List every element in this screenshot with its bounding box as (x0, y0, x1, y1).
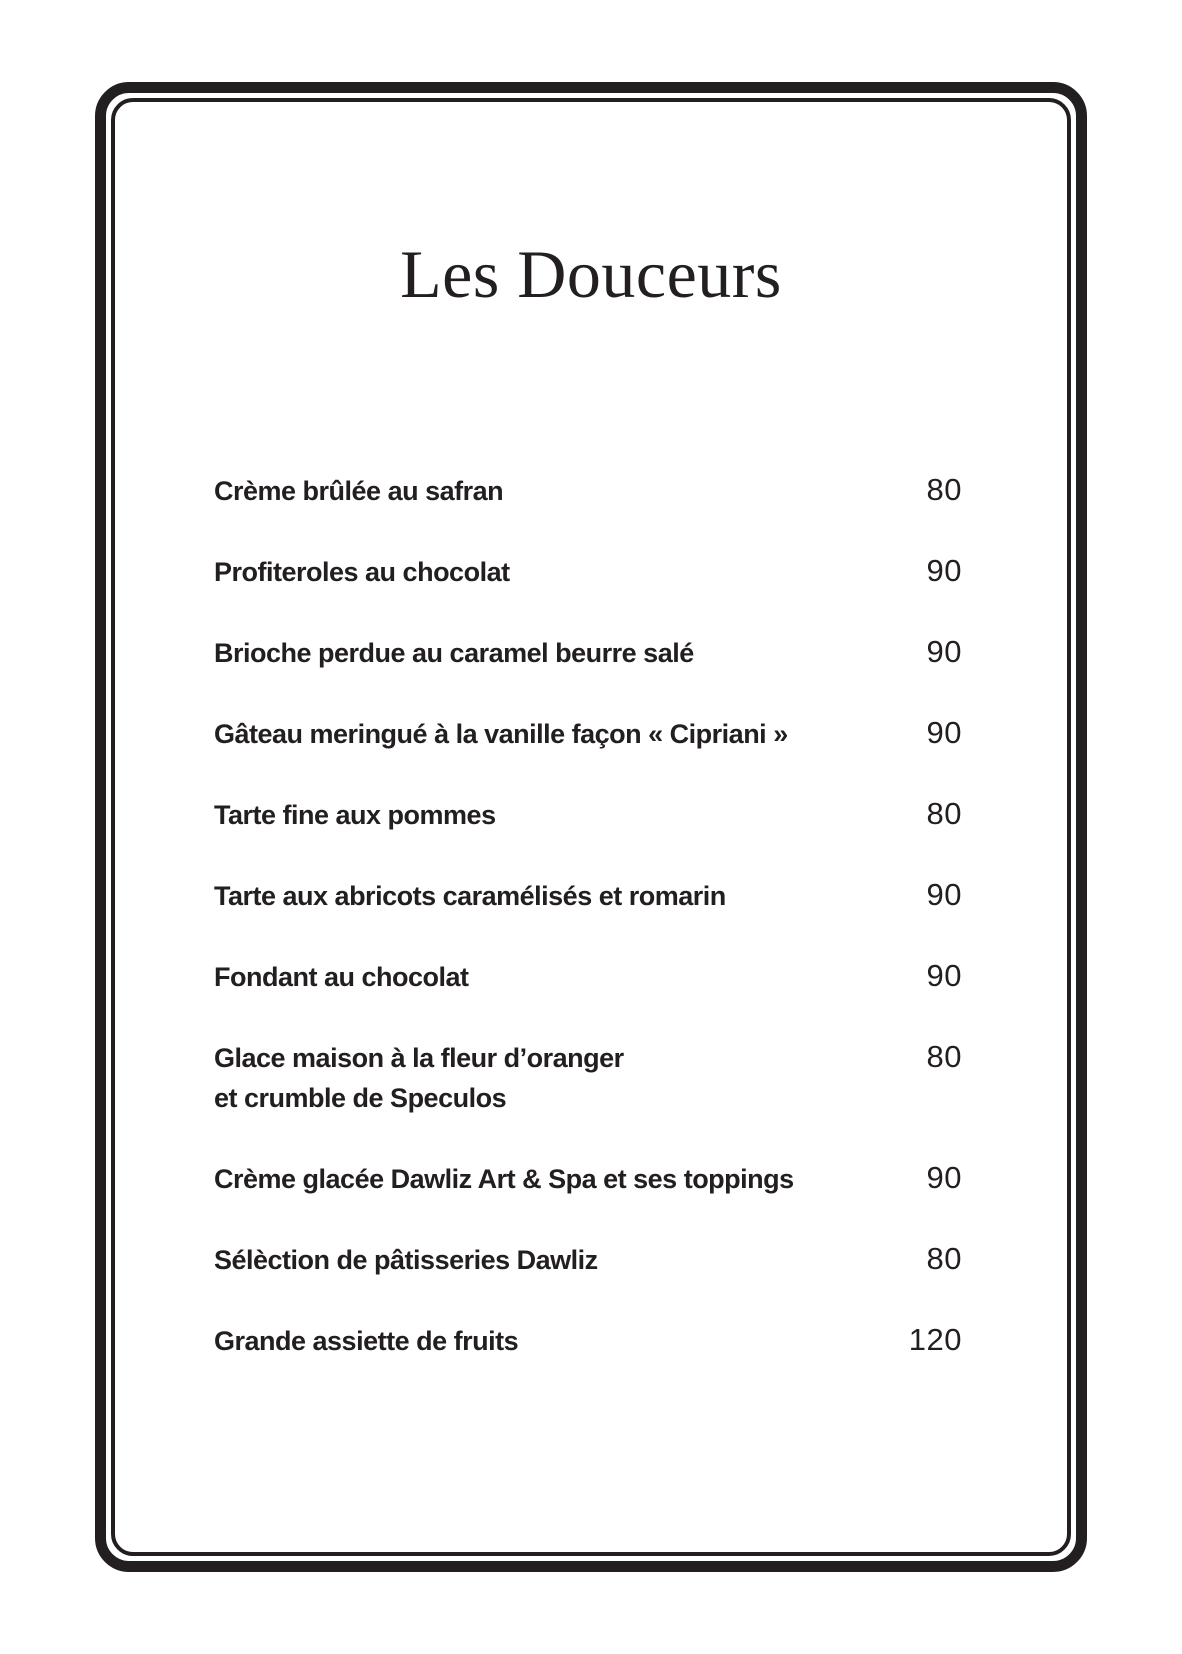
menu-item-name-line2: et crumble de Speculos (214, 1083, 507, 1113)
menu-item-row (214, 1039, 962, 1113)
menu-item-row (214, 1241, 962, 1276)
menu-item-price: 90 (926, 958, 962, 993)
menu-item-name: Sélèction de pâtisseries Dawliz (214, 1245, 598, 1275)
menu-item-name: Brioche perdue au caramel beurre salé (214, 638, 694, 668)
menu-item-name: Grande assiette de fruits (214, 1326, 519, 1356)
menu-item-price: 90 (926, 715, 962, 750)
menu-item-row (214, 472, 962, 507)
menu-item-name: Profiteroles au chocolat (214, 557, 510, 587)
menu-item-row (214, 634, 962, 669)
menu-item-row (214, 877, 962, 912)
menu-item-price: 80 (926, 1241, 962, 1276)
menu-item-name-line1: Glace maison à la fleur d’oranger (214, 1043, 624, 1073)
menu-item-price: 90 (926, 1160, 962, 1195)
menu-item-name: Fondant au chocolat (214, 962, 469, 992)
menu-item-name (214, 1043, 624, 1113)
menu-item-name: Tarte aux abricots caramélisés et romarin (214, 881, 726, 911)
menu-title: Les Douceurs (400, 236, 782, 312)
menu-item-row (214, 1322, 962, 1357)
menu-item-price: 80 (926, 472, 962, 507)
menu-item-price: 90 (926, 877, 962, 912)
menu-item-row (214, 553, 962, 588)
menu-item-price: 90 (926, 553, 962, 588)
menu-item-price: 120 (908, 1322, 962, 1357)
menu-item-name: Crème brûlée au safran (214, 476, 504, 506)
menu-item-row (214, 796, 962, 831)
menu-item-row (214, 958, 962, 993)
menu-item-row (214, 1160, 962, 1195)
menu-item-row (214, 715, 962, 750)
menu-item-price: 80 (926, 1039, 962, 1074)
menu-item-price: 80 (926, 796, 962, 831)
menu-item-name: Tarte fine aux pommes (214, 800, 496, 830)
menu-item-name: Crème glacée Dawliz Art & Spa et ses toppings (214, 1164, 794, 1194)
menu-item-name: Gâteau meringué à la vanille façon « Cipriani » (214, 719, 788, 749)
menu-item-price: 90 (926, 634, 962, 669)
menu-list (214, 472, 962, 1406)
